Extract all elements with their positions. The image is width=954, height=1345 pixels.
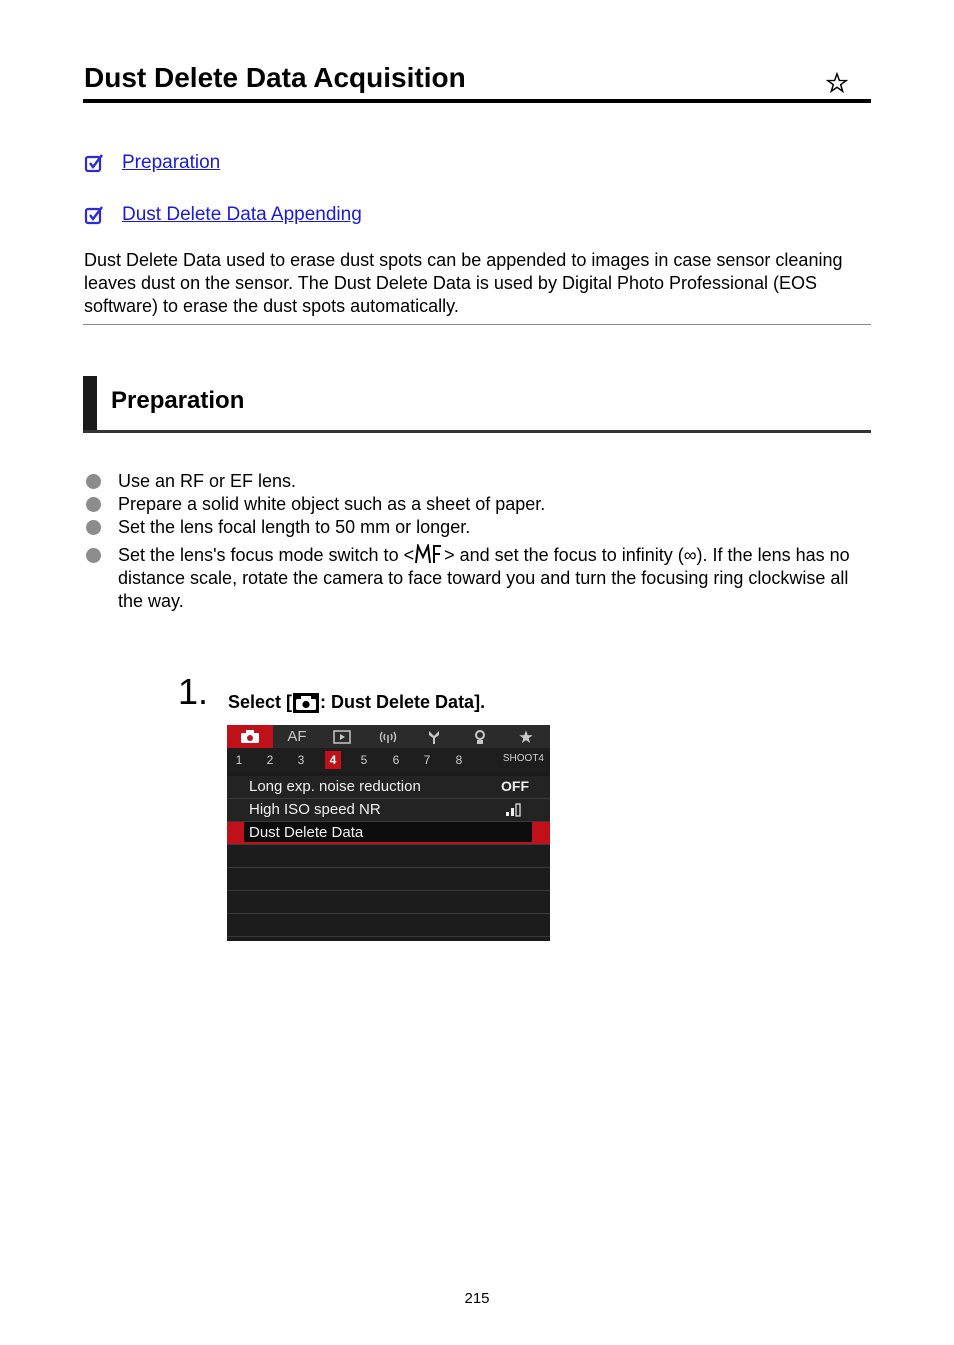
list-item: Use an RF or EF lens. [84,470,870,493]
title-rule [83,99,871,103]
menu-page-label: SHOOT4 [502,753,544,764]
camera-menu-screen [227,725,550,941]
bullet-icon [86,548,101,563]
wrench-icon [427,729,441,745]
step-number: 1. [178,671,209,712]
page-number-3[interactable]: 3 [297,753,305,767]
toc-link-dust-delete-data-appending[interactable]: Dust Delete Data Appending [122,204,362,225]
toc-link-preparation[interactable]: Preparation [122,152,221,173]
section-divider [83,430,871,433]
playback-tab[interactable] [327,725,357,748]
toc-item-preparation[interactable] [84,150,220,176]
page-number-1[interactable]: 1 [235,753,243,767]
mymenu-tab[interactable] [511,725,541,748]
intro-paragraph: Dust Delete Data used to erase dust spots can be appended to images in case sensor cleaning leaves dust on the sensor. The Dust Delete Data is used by Digital Photo Professional (EOS software) to erase the dust spots automatically. [84,250,843,316]
wireless-tab[interactable] [373,725,403,748]
list-item: Prepare a solid white object such as a sheet of paper. [84,493,870,516]
list-item: Set the lens focal length to 50 mm or longer. [84,516,870,539]
page-title: Dust Delete Data Acquisition [84,62,466,93]
section-marker [83,376,97,432]
menu-item-empty [227,914,550,937]
custom-function-icon [472,729,488,745]
menu-item-empty [227,845,550,868]
star-icon [518,729,534,745]
step-instruction: Select [ : Dust Delete Data]. [228,692,486,712]
menu-item-long-exp-noise-reduction[interactable]: Long exp. noise reduction OFF [227,776,550,799]
custom-tab[interactable] [465,725,495,748]
page-number-7[interactable]: 7 [423,753,431,767]
intro-divider [83,324,871,325]
bullet-icon [86,520,101,535]
menu-item-dust-delete-data[interactable]: Dust Delete Data [227,822,550,845]
page-number: 215 [464,1290,490,1307]
menu-item-empty [227,868,550,891]
page-number-5[interactable]: 5 [360,753,368,767]
playback-icon [333,730,351,744]
mf-icon [414,544,444,564]
page-number-4[interactable]: 4 [325,751,341,769]
setup-tab[interactable] [419,725,449,748]
menu-page-row [227,748,550,772]
list-item: Set the lens's focus mode switch to < > and set the focus to infinity (∞). If the lens has no distance scale, rotate the camera to face toward you and turn the focusing ring clockwise all the way. [84,544,870,613]
page-number-6[interactable]: 6 [392,753,400,767]
camera-icon [293,693,319,713]
wireless-icon [378,730,398,744]
menu-item-empty [227,891,550,914]
page-number-8[interactable]: 8 [455,753,463,767]
star-icon [826,72,848,94]
bullet-icon [86,474,101,489]
section-title: Preparation [111,387,245,414]
af-tab[interactable]: AF [287,728,307,745]
toc-item-dust-delete-data-appending[interactable] [84,202,362,228]
page-number-2[interactable]: 2 [266,753,274,767]
camera-tab[interactable] [227,725,273,748]
nr-level-icon [505,803,523,817]
menu-tab-row [227,725,550,748]
checkbox-icon [84,153,104,173]
camera-icon [240,729,260,744]
bullet-icon [86,497,101,512]
menu-item-high-iso-speed-nr[interactable]: High ISO speed NR [227,799,550,822]
preparation-list [84,470,870,613]
checkbox-icon [84,205,104,225]
